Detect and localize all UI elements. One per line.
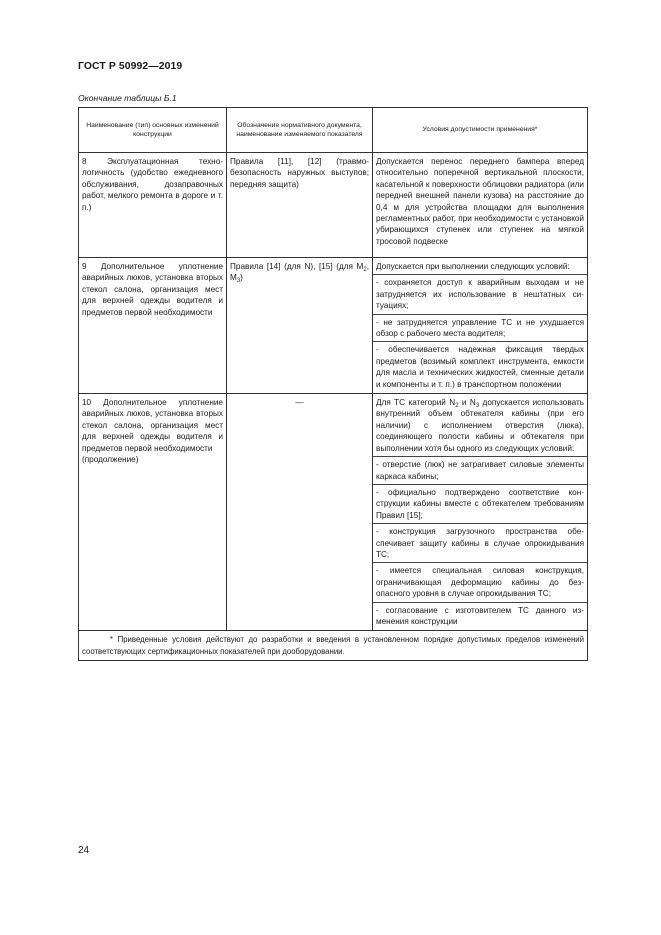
row-8-name: 8 Эксплуатационная технологичность (удобство ежедневного обслуживания, дозаправочных работ, мелкого ремонта в дороге и т. п.) <box>79 153 227 258</box>
row-8-conditions: Допускается перенос переднего бампера вперед относительно поперечной вертикальной плоскости, касательной к поверхности облицовки радиатора (или передней внешней панели кузова) на расстояние до 0,4 м для устройства площадки для выполнения регламентных работ, при необходимости с установкой убирающихся ступенек или ступенек на мягкой тросовой подвеске <box>373 153 588 258</box>
column-header-conditions: Условия допустимости применения* <box>373 108 588 153</box>
page-number: 24 <box>78 845 90 856</box>
row-10-document: — <box>227 394 373 631</box>
table-row <box>79 394 588 631</box>
specification-table <box>78 107 588 661</box>
column-header-document: Обозначение нормативного документа, наименование изменяемого показателя <box>227 108 373 153</box>
row-9-document: Правила [14] (для N), [15] (для $M_2$, $M_3$) <box>227 258 373 394</box>
table-footnote: * Приведенные условия действуют до разработки и введения в установленном порядке допустимых пределов изменений соответствующих сертификационных показателей при дооборудовании. <box>79 631 588 660</box>
footnote-row <box>79 631 588 660</box>
column-header-change-name: Наименование (тип) основных изменений конструкции <box>79 108 227 153</box>
document-header: ГОСТ Р 50992—2019 <box>78 61 183 72</box>
row-10-conditions: Для ТС категорий $N_2$ и $N_3$ допускается использовать внутренний объем обтекателя кабины (при его наличии) с исполнением отверстия (люка), соединяющего полости кабины и обтекателя при выполнении хотя бы одного из следующих условий: - отверстие (люк) не затрагивает силовые элементы каркаса кабины; - официально подтверждено соответствие конструкции кабины вместе с обтекателем требованиям Правил [15]; - конструкция загрузочного пространства обеспечивает защиту кабины в случае опрокидывания ТС; - имеется специальная силовая конструкция, ограничивающая деформацию кабины до безопасного уровня в случае опрокидывания ТС; - согласование с изготовителем ТС данного изменения конструкции <box>373 394 588 631</box>
row-9-name: 9 Дополнительное уплотнение аварийных люков, установка вторых стекол салона, организация мест для верхней одежды водителя и предметов первой необходимости <box>79 258 227 394</box>
row-8-document: Правила [11], [12] (травмобезопасность наружных выступов; передняя защита) <box>227 153 373 258</box>
table-header-row <box>79 108 588 153</box>
row-10-continuation-note: (продолжение) <box>82 455 139 465</box>
row-10-name: 10 Дополнительное уплотнение аварийных люков, установка вторых стекол салона, организация мест для верхней одежды водителя и предметов первой необходимости (продолжение) <box>79 394 227 631</box>
row-9-conditions: Допускается при выполнении следующих условий: - сохраняется доступ к аварийным выходам и не затрудняется их использование в нештатных ситуациях; - не затрудняется управление ТС и не ухудшается обзор с рабочего места водителя; - обеспечивается надежная фиксация твердых предметов (возимый комплект инструмента, емкости для масла и технических жидкостей, сменные детали и компоненты и т. п.) в транспортном положении <box>373 258 588 394</box>
table-caption: Окончание таблицы Б.1 <box>78 93 177 103</box>
table-row <box>79 153 588 258</box>
table-row <box>79 258 588 394</box>
